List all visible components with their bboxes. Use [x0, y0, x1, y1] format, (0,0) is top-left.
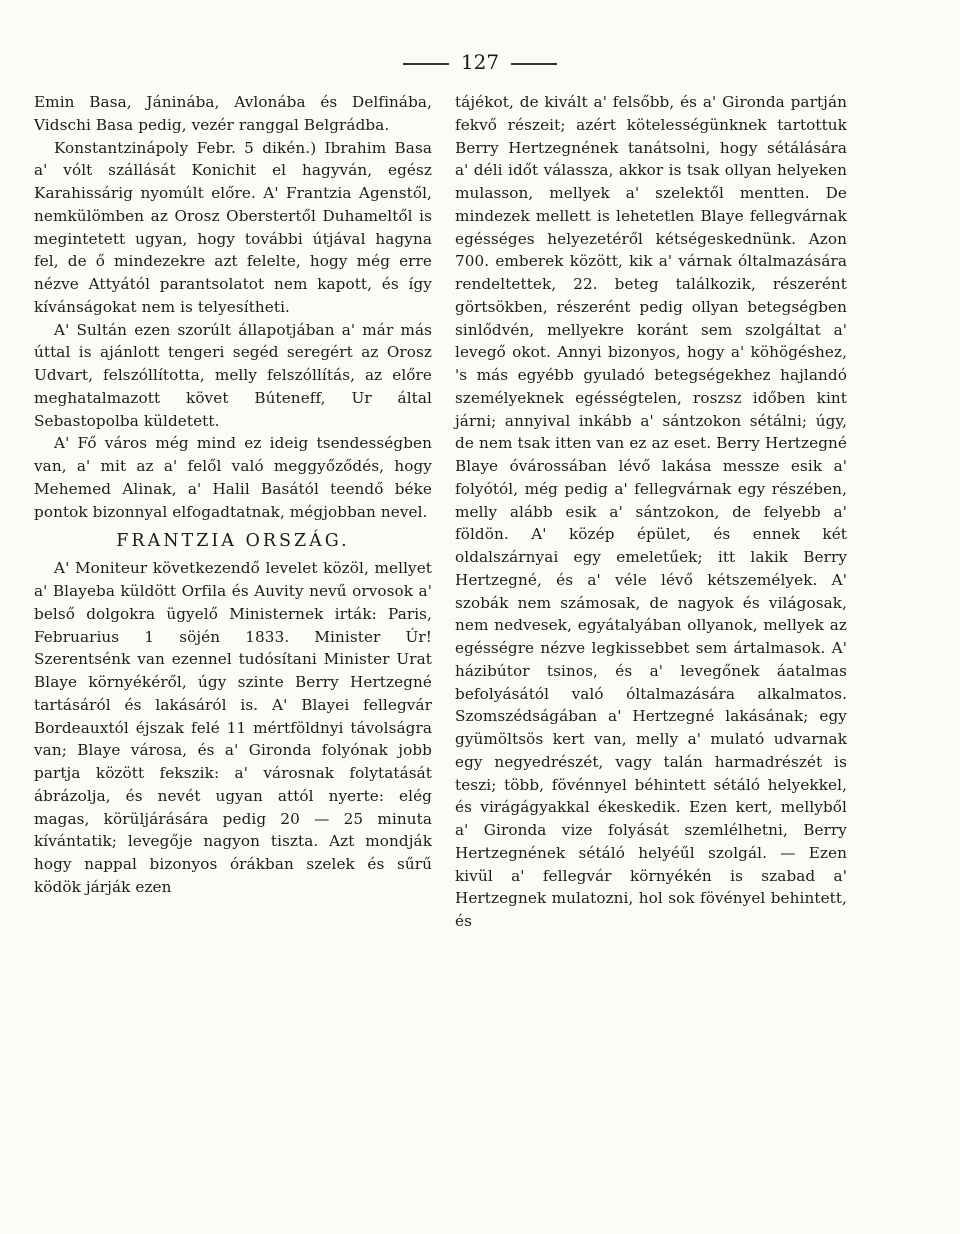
paragraph: A' Fő város még mind ez ideig tsendességben van, a' mit az a' felől való meggyőződés, hogy Mehemed Alinak, a' Halil Basától teendő béke pontok bizonnyal elfogadtatnak, mégjobban nevel. [34, 434, 432, 521]
right-column [455, 91, 847, 933]
paragraph: A' Moniteur következendő levelet közöl, mellyet a' Blayeba küldött Orfila és Auvity nevű orvosok a' belső dolgokra ügyelő Ministernek irták: Paris, Februarius 1 söjén 1833. Minister Úr! Szerentsénk van ezennel tudósítani Minister Urat Blaye környékéről, úgy szinte Berry Hertzegné tartásáról és lakásáról is. A' Blayei fellegvár Bordeauxtól éjszak felé 11 mértföldnyi távolságra van; Blaye városa, és a' Gironda folyónak jobb partja között fekszik: a' városnak folytatását ábrázolja, és nevét ugyan attól nyerte: elég magas, körüljárására pedig 20 — 25 minuta kívántatik; levegője nagyon tiszta. Azt mondják hogy nappal bizonyos órákban szelek és sűrű ködök járják ezen [34, 559, 432, 896]
left-column [34, 91, 432, 899]
header-rule-right [511, 63, 557, 65]
header-rule-left [403, 63, 449, 65]
page-number: 127 [460, 50, 500, 74]
paragraph: A' Sultán ezen szorúlt állapotjában a' már más úttal is ajánlott tengeri segéd seregért az Orosz Udvart, felszóllította, melly felszóllítás, az előre meghatalmazott követ Búteneff, Ur által Sebastopolba küldetett. [34, 320, 432, 430]
paragraph: Emin Basa, Jáninába, Avlonába és Delfinába, Vidschi Basa pedig, vezér ranggal Belgrádba. [34, 93, 432, 134]
section-heading: FRANTZIA ORSZÁG. [116, 531, 350, 552]
page-header [0, 52, 960, 72]
paragraph: tájékot, de kivált a' felsőbb, és a' Gironda partján fekvő részeit; azért kötelességünknek tartottuk Berry Hertzegnének tanátsolni, hogy sétálására a' déli időt válassza, akkor is tsak ollyan helyeken mulasson, mellyek a' szelektől mentten. De mindezek mellett is lehetetlen Blaye fellegvárnak egésséges helyezetéről kétségeskednünk. Azon 700. emberek között, kik a' várnak óltalmazására rendeltettek, 22. beteg találkozik, részerént görtsökben, részerént pedig ollyan betegségben sinlődvén, mellyekre koránt sem szolgáltat a' levegő okot. Annyi bizonyos, hogy a' köhögéshez, 's más egyébb gyuladó betegségekhez hajlandó személyeknek egésségtelen, roszsz időben kint járni; annyival inkább a' sántzokon sétálni; úgy, de nem tsak itten van ez az eset. Berry Hertzegné Blaye óvárossában lévő lakása messze esik a' folyótól, még pedig a' fellegvárnak egy részében, melly alább esik a' sántzokon, de felyebb a' földön. A' közép épület, és ennek két oldalszárnyai egy emeletűek; itt lakik Berry Hertzegné, és a' véle lévő kétszemélyek. A' szobák nem számosak, de nagyok és világosak, nem nedvesek, egyátalyában ollyanok, mellyek az egésségre nézve legkissebbet sem ártalmasok. A' házibútor tsinos, és a' levegőnek áatalmas befolyásától való óltalmazására alkalmatos. Szomszédságában a' Hertzegné lakásának; egy gyümöltsös kert van, melly a' mulató udvarnak egy negyedrészét, vagy talán harmadrészét is teszi; több, fövénnyel béhintett sétáló helyekkel, és virágágyakkal ékeskedik. Ezen kert, mellyből a' Gironda vize folyását szemlélhetni, Berry Hertzegnének sétáló helyéűl szolgál. — Ezen kivül a' fellegvár környékén is szabad a' Hertzegnek mulatozni, hol sok fövényel behintett, és [455, 93, 847, 930]
paragraph: Konstantzinápoly Febr. 5 dikén.) Ibrahim Basa a' vólt szállását Konichit el hagyván, egész Karahissárig nyomúlt előre. A' Frantzia Agenstől, nemkülömben az Orosz Oberstertől Duhameltől is megintetett ugyan, hogy további útjával hagyna fel, de ő mindezekre azt felelte, hogy még erre nézve Attyától parantsolatot nem kapott, és így kívánságokat nem is telyesítheti. [34, 138, 432, 316]
